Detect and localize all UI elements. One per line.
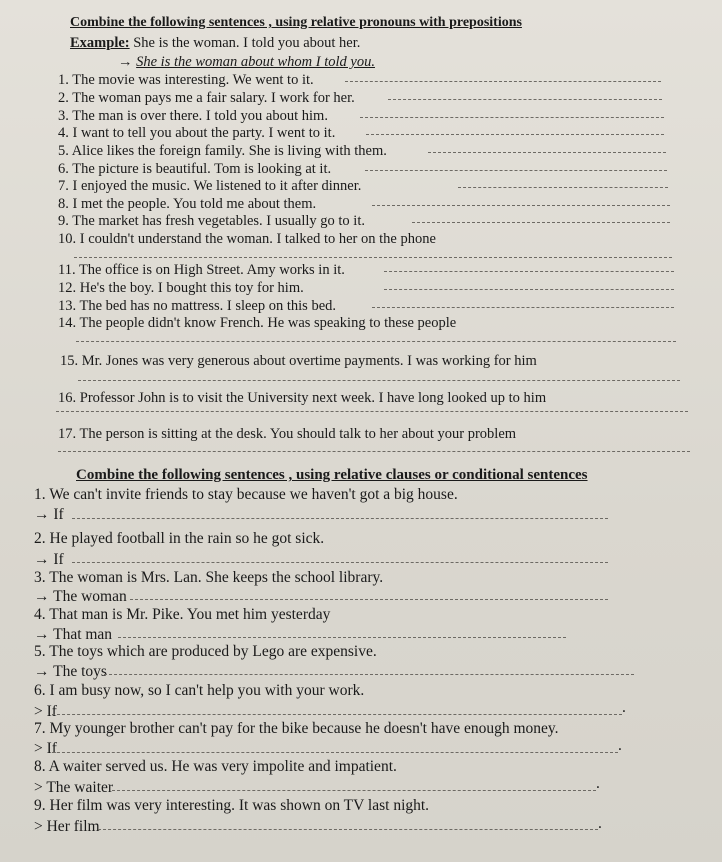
answer-prompt: → The toys xyxy=(34,663,107,680)
answer-blank[interactable] xyxy=(98,829,598,830)
answer-blank[interactable] xyxy=(74,257,672,258)
answer-blank[interactable] xyxy=(72,562,608,563)
answer-end-punctuation: . xyxy=(596,775,600,792)
answer-blank[interactable] xyxy=(388,99,662,100)
exercise-item: 2. The woman pays me a fair salary. I work for her. xyxy=(58,90,355,106)
exercise-item: 2. He played football in the rain so he got sick. xyxy=(34,530,325,547)
answer-blank[interactable] xyxy=(118,637,566,638)
exercise-item: 4. That man is Mr. Pike. You met him yesterday xyxy=(34,606,331,623)
answer-blank[interactable] xyxy=(345,81,661,82)
answer-blank[interactable] xyxy=(366,134,664,135)
exercise-item: 3. The man is over there. I told you about him. xyxy=(58,108,328,124)
exercise-item: 14. The people didn't know French. He was speaking to these people xyxy=(58,315,457,331)
answer-blank[interactable] xyxy=(52,752,618,753)
example-text: She is the woman. I told you about her. xyxy=(129,35,361,51)
example xyxy=(70,34,360,52)
exercise-item: 9. Her film was very interesting. It was shown on TV last night. xyxy=(34,797,430,814)
answer-prompt: > If xyxy=(34,703,57,720)
answer-prompt: > Her film xyxy=(34,818,100,835)
answer-blank[interactable] xyxy=(458,187,668,188)
section-heading-relative-pronouns: Combine the following sentences , using relative pronouns with prepositions xyxy=(70,15,522,30)
answer-prompt: → The woman xyxy=(34,588,127,605)
exercise-item: 1. The movie was interesting. We went to it. xyxy=(58,72,314,88)
answer-blank[interactable] xyxy=(365,170,667,171)
answer-end-punctuation: . xyxy=(622,699,626,716)
exercise-item: 12. He's the boy. I bought this toy for him. xyxy=(58,280,304,296)
answer-blank[interactable] xyxy=(360,117,664,118)
arrow-icon: → xyxy=(118,54,137,70)
answer-blank[interactable] xyxy=(104,674,634,675)
answer-blank[interactable] xyxy=(372,307,674,308)
exercise-item: 7. I enjoyed the music. We listened to it after dinner. xyxy=(58,178,362,194)
example-answer: She is the woman about whom I told you. xyxy=(136,54,375,70)
answer-prompt: → That man xyxy=(34,626,113,643)
answer-blank[interactable] xyxy=(52,714,622,715)
answer-blank[interactable] xyxy=(384,289,674,290)
answer-blank[interactable] xyxy=(130,599,608,600)
answer-blank[interactable] xyxy=(72,518,608,519)
exercise-item: 10. I couldn't understand the woman. I talked to her on the phone xyxy=(58,231,436,247)
exercise-item: 9. The market has fresh vegetables. I usually go to it. xyxy=(58,213,365,229)
section-heading-conditional: Combine the following sentences , using relative clauses or conditional sentences xyxy=(76,467,588,483)
answer-blank[interactable] xyxy=(412,222,670,223)
answer-blank[interactable] xyxy=(372,205,670,206)
answer-prompt: → If xyxy=(34,506,64,523)
answer-blank[interactable] xyxy=(78,380,680,381)
exercise-item: 6. I am busy now, so I can't help you with your work. xyxy=(34,682,365,699)
exercise-item: 6. The picture is beautiful. Tom is looking at it. xyxy=(58,161,332,177)
answer-prompt: > If xyxy=(34,740,57,757)
answer-prompt: → If xyxy=(34,551,64,568)
exercise-item: 5. The toys which are produced by Lego are expensive. xyxy=(34,643,377,660)
answer-end-punctuation: . xyxy=(598,815,602,832)
exercise-item: 17. The person is sitting at the desk. You should talk to her about your problem xyxy=(58,426,517,442)
exercise-item: 1. We can't invite friends to stay because we haven't got a big house. xyxy=(34,486,458,503)
answer-blank[interactable] xyxy=(112,790,596,791)
exercise-item: 11. The office is on High Street. Amy works in it. xyxy=(58,262,345,278)
exercise-item: 3. The woman is Mrs. Lan. She keeps the school library. xyxy=(34,569,384,586)
exercise-item: 15. Mr. Jones was very generous about overtime payments. I was working for him xyxy=(60,353,537,369)
exercise-item: 13. The bed has no mattress. I sleep on this bed. xyxy=(58,298,336,314)
exercise-item: 8. I met the people. You told me about them. xyxy=(58,196,317,212)
answer-end-punctuation: . xyxy=(618,737,622,754)
example-answer-row xyxy=(118,53,375,71)
answer-blank[interactable] xyxy=(58,451,690,452)
exercise-item: 4. I want to tell you about the party. I went to it. xyxy=(58,125,336,141)
answer-blank[interactable] xyxy=(76,341,676,342)
exercise-item: 16. Professor John is to visit the University next week. I have long looked up to him xyxy=(58,390,547,406)
answer-blank[interactable] xyxy=(56,411,688,412)
exercise-item: 7. My younger brother can't pay for the bike because he doesn't have enough money. xyxy=(34,720,559,737)
example-label: Example: xyxy=(70,35,130,51)
answer-prompt: > The waiter xyxy=(34,779,114,796)
exercise-item: 8. A waiter served us. He was very impolite and impatient. xyxy=(34,758,397,775)
answer-blank[interactable] xyxy=(384,271,674,272)
answer-blank[interactable] xyxy=(428,152,666,153)
exercise-item: 5. Alice likes the foreign family. She is living with them. xyxy=(58,143,387,159)
